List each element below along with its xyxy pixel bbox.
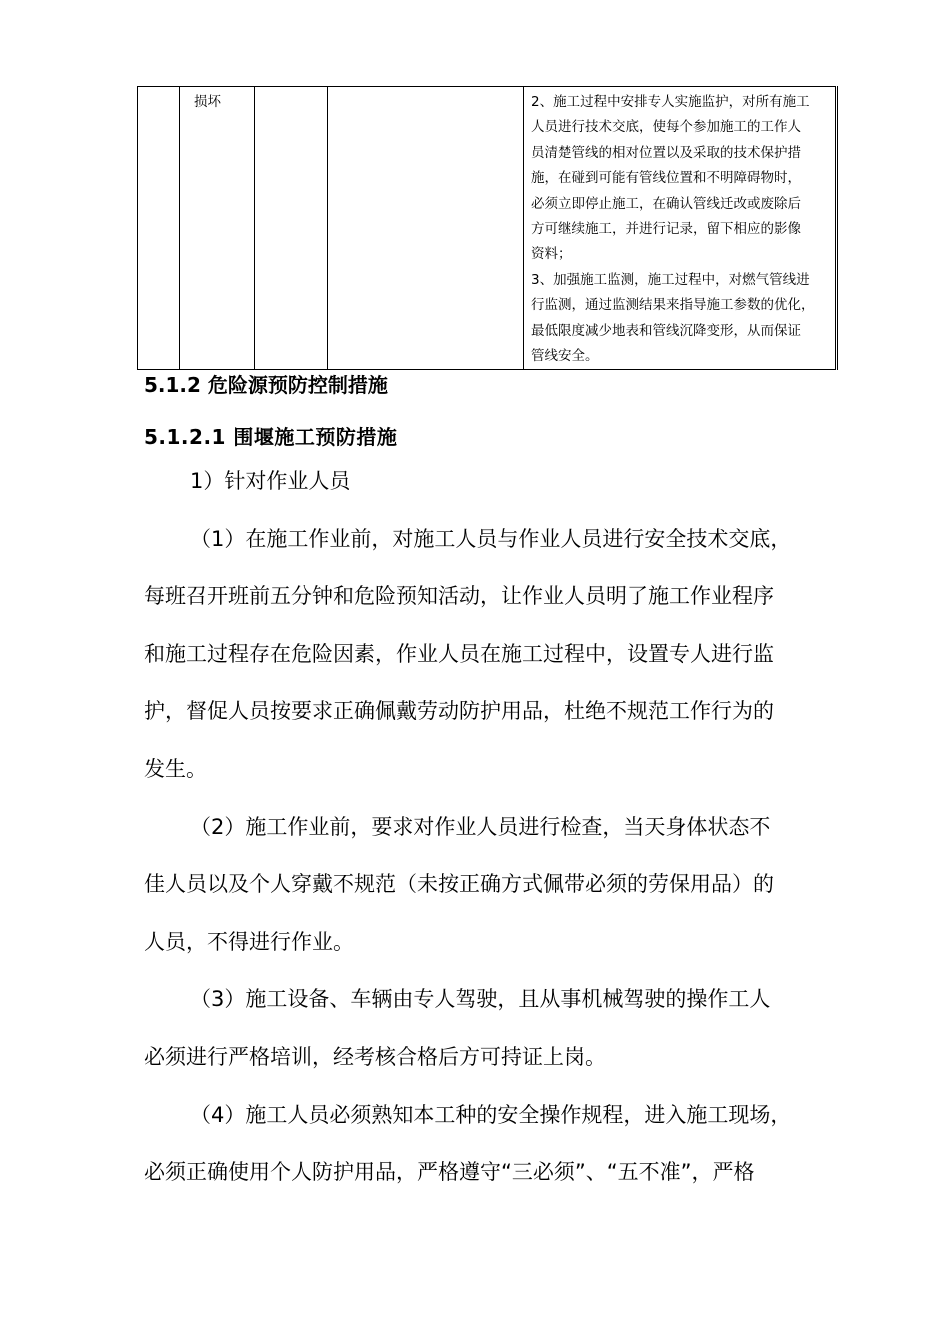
section-heading-5-1-2-1: 5.1.2.1 围堰施工预防措施 (144, 425, 398, 449)
measure-line: 人员进行技术交底，使每个参加施工的工作人 (531, 119, 801, 136)
paragraph-line: （3）施工设备、车辆由专人驾驶，且从事机械驾驶的操作工人 (190, 987, 771, 1012)
measure-line: 员清楚管线的相对位置以及采取的技术保护措 (531, 144, 801, 161)
measure-line: 行监测，通过监测结果来指导施工参数的优化， (531, 297, 815, 314)
paragraph-line: 护，督促人员按要求正确佩戴劳动防护用品，杜绝不规范工作行为的 (144, 699, 774, 724)
paragraph-line: 每班召开班前五分钟和危险预知活动，让作业人员明了施工作业程序 (144, 584, 774, 609)
paragraph-line: （1）在施工作业前，对施工人员与作业人员进行安全技术交底， (190, 526, 792, 551)
paragraph-line: 佳人员以及个人穿戴不规范（未按正确方式佩带必须的劳保用品）的 (144, 872, 774, 897)
table-cell-level (255, 87, 328, 370)
section-heading-5-1-2: 5.1.2 危险源预防控制措施 (144, 373, 388, 397)
paragraph-line: 人员，不得进行作业。 (144, 929, 354, 954)
subheading-workers: 1）针对作业人员 (190, 469, 351, 493)
paragraph-line: （2）施工作业前，要求对作业人员进行检查，当天身体状态不 (190, 814, 771, 839)
measure-line: 资料； (531, 246, 572, 263)
table-row (138, 87, 837, 370)
table-cell-index (138, 87, 180, 370)
measure-line: 管线安全。 (531, 348, 599, 365)
body-text (144, 464, 814, 1213)
measure-line: 最低限度减少地表和管线沉降变形，从而保证 (531, 322, 801, 339)
measure-line: 施，在碰到可能有管线位置和不明障碍物时， (531, 170, 801, 187)
paragraph-line: 和施工过程存在危险因素，作业人员在施工过程中，设置专人进行监 (144, 641, 774, 666)
measure-line: 方可继续施工，并进行记录，留下相应的影像 (531, 221, 801, 238)
measure-line: 必须立即停止施工，在确认管线迁改或废除后 (531, 195, 801, 212)
paragraph-line: 必须正确使用个人防护用品，严格遵守“三必须”、“五不准”，严格 (144, 1160, 755, 1185)
paragraph-line: （4）施工人员必须熟知本工种的安全操作规程，进入施工现场， (190, 1102, 792, 1127)
risk-control-table (137, 86, 838, 370)
measure-line: 3、加强施工监测，施工过程中，对燃气管线进 (531, 271, 810, 288)
paragraph-line: 必须进行严格培训，经考核合格后方可持证上岗。 (144, 1044, 606, 1069)
table-cell-consequence (328, 87, 524, 370)
measure-line: 2、施工过程中安排专人实施监护，对所有施工 (531, 94, 810, 110)
paragraph-line: 发生。 (144, 756, 207, 781)
table-cell-risk: 损坏 (180, 87, 255, 370)
table-cell-measures (524, 87, 837, 370)
